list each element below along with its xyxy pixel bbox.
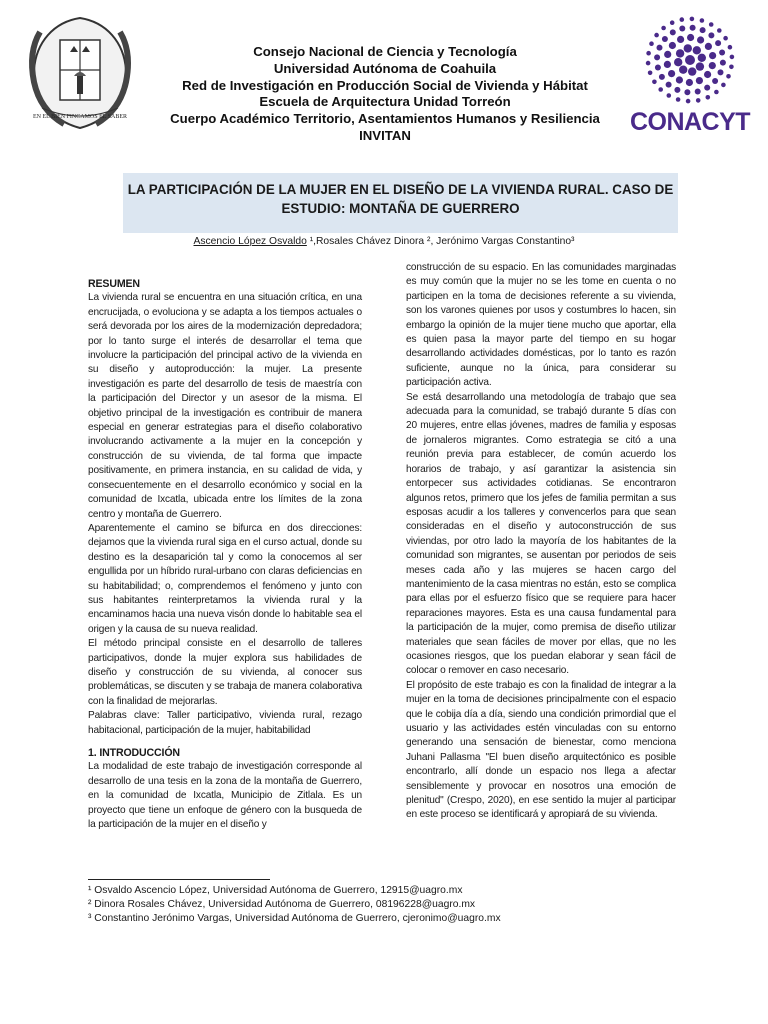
- header: [0, 0, 768, 160]
- paper-title-line-2: ESTUDIO: MONTAÑA DE GUERRERO: [281, 201, 520, 216]
- conacyt-dots-icon: [628, 16, 752, 108]
- conacyt-logo: [628, 16, 752, 142]
- institution-line-5: Cuerpo Académico Territorio, Asentamientos Humanos y Resiliencia: [170, 111, 600, 127]
- institution-block: [150, 44, 620, 145]
- paper-title: [123, 180, 678, 218]
- institution-line-3: Red de Investigación en Producción Social de Vivienda y Hábitat: [182, 77, 588, 93]
- institution-line-2: Universidad Autónoma de Coahuila: [273, 60, 497, 76]
- right-column: [406, 261, 676, 823]
- footnote-divider: [88, 879, 270, 880]
- footnote-1: ¹ Osvaldo Ascencio López, Universidad Autónoma de Guerrero, 12915@uagro.mx: [88, 885, 463, 896]
- paper-title-line-1: LA PARTICIPACIÓN DE LA MUJER EN EL DISEÑO DE LA VIVIENDA RURAL. CASO DE: [127, 182, 674, 197]
- left-column: [88, 277, 362, 832]
- footnotes: [88, 884, 688, 926]
- paper-title-band: [123, 173, 678, 233]
- intro-paragraph-1: La modalidad de este trabajo de investigación corresponde al desarrollo de una tesis en la zona de la montaña de Guerrero, en la comunidad de Ixcatla, Municipio de Zitlala. Es un proyecto que tiene un enfoque de género con la busqueda de la participación de la mujer en el diseño y: [88, 761, 362, 831]
- seal-motto: EN EL BIEN FINCAMOS EL SABER: [32, 114, 128, 120]
- keywords: Palabras clave: Taller participativo, vivienda rural, rezago habitacional, participación de la mujer, habitabilidad: [88, 710, 362, 736]
- intro-heading: 1. INTRODUCCIÓN: [88, 747, 180, 759]
- first-author: Ascencio López Osvaldo: [193, 236, 307, 247]
- resumen-heading: RESUMEN: [88, 278, 140, 290]
- right-paragraph-2: Se está desarrollando una metodología de trabajo que sea adecuada para la comunidad, se trabajó durante 5 días con 20 mujeres, entre ellas jóvenes, madres de familia y esposas de jornaleros migrantes. Como estrategia se citó a una reunión previa para establecer, de común acuerdo los horarios de trabajo, y así garantizar la asistencia sin entorpecer sus actividades cotidianas. Se encontraron algunos retos, primero que los jefes de familia permitan a sus esposas acudir a los talleres y convencerlos para que sean consideradas en el diseño y autoconstrucción de sus viviendas, por otro lado la mayoría de los habitantes de la comunidad son migrantes, se ausentan por periodos de seis meses cada año y las mujeres se hacen cargo del mantenimiento de la casa mientras no están, esto se complica para ellas por el esfuerzo físico que se requiere para hacer reparaciones mayores. Esta es una causa fundamental para la participación de la mujer, como premisa de diseño utilizar materiales que sean fáciles de mover por ellas, que no les ocasiones riesgos, que los puedan elaborar y sean fácil de colocar o remover en caso necesario.: [406, 391, 676, 677]
- footnote-2: ² Dinora Rosales Chávez, Universidad Autónoma de Guerrero, 08196228@uagro.mx: [88, 899, 476, 910]
- resumen-paragraph-3: El método principal consiste en el desarrollo de talleres participativos, donde la mujer explora sus habilidades de diseño y construcción de su vivienda, al conocer sus problemáticas, se discuten y se trabaja de manera colaborativa con la finalidad de mejorarlas.: [88, 638, 362, 707]
- institution-line-6: INVITAN: [359, 127, 411, 143]
- right-paragraph-3: El propósito de este trabajo es con la finalidad de integrar a la mujer en la toma de decisiones principalmente con el espacio que le cobija día a día, siendo una condición primordial que el usuario y las actividades estén vinculadas con su entorno generando una sensación de bienestar, como menciona Juhani Pallasma "El buen diseño arquitectónico es posible encontrarlo, allí donde un espacio nos llega a afectar sensiblemente y provocar en nosotros una emoción de plenitud" (Crespo, 2020), en ese sentido la mujer al participar en este proceso se identificará y apropiará de su vivienda.: [406, 679, 676, 821]
- resumen-paragraph-2: Aparentemente el camino se bifurca en dos direcciones: dejamos que la vivienda rural siga en el curso actual, donde su destino es la desaparición tal y como la conocemos al ser engullida por un híbrido rural-urbano con claras deficiencias en su habitabilidad; o, comprendemos el fenómeno y junto con sus habitantes reinterpretamos la vivienda rural y la encaminamos hacia una nueva visón donde lo habitable sea el origen y la causa de su nueva realidad.: [88, 522, 362, 635]
- institution-line-1: Consejo Nacional de Ciencia y Tecnología: [253, 44, 517, 59]
- other-authors: ¹,Rosales Chávez Dinora ², Jerónimo Vargas Constantino³: [306, 236, 575, 247]
- university-seal-logo: [24, 12, 136, 132]
- author-line: [0, 236, 768, 247]
- resumen-paragraph-1: La vivienda rural se encuentra en una situación crítica, en una encrucijada, o evoluciona y se adapta a los tiempos actuales o será devorada por los aires de la modernización depredadora; por lo tanto surge el interés de desarrollar el tema que involucre la participación del principal activo de la vivienda en su diseño y autoproducción: la mujer. La presente investigación es parte del desarrollo de tesis de maestría con la participación del Director y un asesor de la misma. El objetivo principal de la investigación es contribuir de manera especial en generar estrategias para el diseño colaborativo involucrando activamente a la mujer en la concepción y construcción de su vivienda, de tal forma que impacte positivamente, en primera instancia, en su calidad de vida, y consecuentemente en el desarrollo económico y social en la comunidad de Ixcatla, ubicada entre los límites de la zona centro y montaña de Guerrero.: [88, 292, 362, 520]
- institution-line-4: Escuela de Arquitectura Unidad Torreón: [259, 94, 511, 110]
- right-paragraph-1: construcción de su espacio. En las comunidades marginadas es muy común que la mujer no se les tome en cuenta o no participen en la toma de decisiones referente a su vivienda, son los varones quienes por usos y costumbres lo hacen, sin embargo la opinión de la mujer tiene mucho que aportar, ella es quien pasa la mayor parte del tiempo en su hogar desarrollando actividades domésticas, por lo tanto es razón suficiente, aunque no la única, para considerar su participación activa.: [406, 262, 676, 389]
- footnote-3: ³ Constantino Jerónimo Vargas, Universidad Autónoma de Guerrero, cjeronimo@uagro.mx: [88, 913, 501, 924]
- conacyt-logo-text: CONACYT: [629, 108, 751, 136]
